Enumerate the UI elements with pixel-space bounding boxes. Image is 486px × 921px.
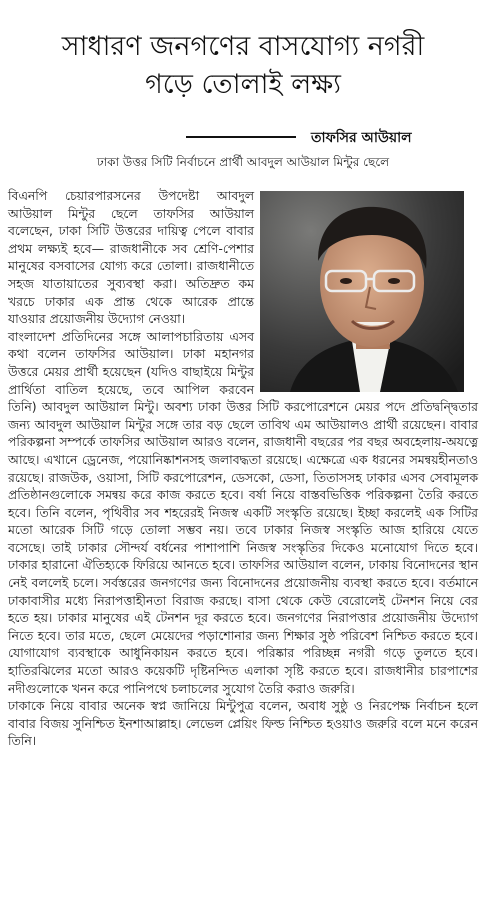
article-body xyxy=(8,187,478,750)
headline xyxy=(0,28,486,104)
byline-row xyxy=(186,126,480,146)
byline-rule xyxy=(186,136,296,138)
photo-wrap-space xyxy=(254,187,478,393)
article-paragraph-2: বাংলাদেশ প্রতিদিনের সঙ্গে আলাপচারিতায় এসব কথা বলেন তাফসির আউয়াল। ঢাকা মহানগর উত্তরে মেয়র প্রার্থী হয়েছেন (যদিও বাছাইয়ে মিন্টুর প্রার্থিতা বাতিল হয়েছে, তবে আপিল করবেন তিনি) আবদুল আউয়াল মিন্টু। অবশ্য ঢাকা উত্তর সিটি করপোরেশনে মেয়র পদে প্রতিদ্বন্দ্বিতার জন্য আবদুল আউয়াল মিন্টুর সঙ্গে তার বড় ছেলে তাবিথ এম আউয়ালও প্রার্থী রয়েছেন। বাবার পরিকল্পনা সম্পর্কে তাফসির আউয়াল আরও বলেন, রাজধানী বছরের পর বছর অবহেলায়-অযত্নে আছে। এখানে ড্রেনেজ, পয়োনিষ্কাশনসহ জলাবদ্ধতা রয়েছে। এক্ষেত্রে এক ধরনের সমন্বয়হীনতাও রয়েছে। রাজউক, ওয়াসা, সিটি করপোরেশন, ডেসকো, ডেসা, তিতাসসহ ঢাকার এসব সেবামূলক প্রতিষ্ঠানগুলোকে সমন্বয় করে কাজ করতে হবে। বর্ষা নিয়ে বাস্তবভিত্তিক পরিকল্পনা তৈরি করতে হবে। তিনি বলেন, পৃথিবীর সব শহরেরই নিজস্ব একটি সংস্কৃতি রয়েছে। ইচ্ছা করলেই এক সিটির মতো আরেক সিটি গড়ে তোলা সম্ভব নয়। তবে ঢাকার নিজস্ব সংস্কৃতি আজ হারিয়ে যেতে বসেছে। তাই ঢাকার সৌন্দর্য বর্ধনের পাশাপাশি নিজস্ব সংস্কৃতির দিকেও মনোযোগ দিতে হবে। ঢাকার হারানো ঐতিহ্যকে ফিরিয়ে আনতে হবে। তাফসির আউয়াল বলেন, ঢাকায় বিনোদনের স্থান নেই বললেই চলে। সর্বস্তরের জনগণের জন্য বিনোদনের প্রয়োজনীয় ব্যবস্থা করতে হবে। বর্তমানে ঢাকাবাসীর মধ্যে নিরাপত্তাহীনতা বিরাজ করছে। বাসা থেকে কেউ বেরোলেই টেনশন নিয়ে বের হতে হয়। ঢাকার মানুষের এই টেনশন দূর করতে হবে। জনগণের নিরাপত্তার প্রয়োজনীয় উদ্যোগ নিতে হবে। তার মতে, ছেলে মেয়েদের পড়াশোনার জন্য শিক্ষার সুষ্ঠ পরিবেশ নিশ্চিত করতে হবে। যোগাযোগ ব্যবস্থাকে আধুনিকায়ন করতে হবে। পরিষ্কার পরিচ্ছন্ন নগরী গড়ে তুলতে হবে। হাতিরঝিলের মতো আরও কয়েকটি দৃষ্টিনন্দিত এলাকা সৃষ্টি করতে হবে। রাজধানীর চারপাশের নদীগুলোকে খনন করে পানিপথে চলাচলের সুযোগ তৈরি করাও জরুরি। xyxy=(8,328,478,696)
headline-line-2: গড়ে তোলাই লক্ষ্য xyxy=(145,69,341,100)
headline-line-1: সাধারণ জনগণের বাসযোগ্য নগরী xyxy=(61,31,425,62)
article-paragraph-3: ঢাকাকে নিয়ে বাবার অনেক স্বপ্ন জানিয়ে মিন্টুপুত্র বলেন, অবাধ সুষ্ঠু ও নিরপেক্ষ নির্বাচন হলে বাবার বিজয় সুনিশ্চিত ইনশাআল্লাহ। লেভেল প্লেয়িং ফিল্ড নিশ্চিত হওয়াও জরুরি বলে মনে করেন তিনি। xyxy=(8,698,478,749)
byline: তাফসির আউয়াল xyxy=(311,130,412,146)
subheadline: ঢাকা উত্তর সিটি নির্বাচনে প্রার্থী আবদুল আউয়াল মিন্টুর ছেলে xyxy=(96,155,390,169)
article-paragraph-1: বিএনপি চেয়ারপারসনের উপদেষ্টা আবদুল আউয়াল মিন্টুর ছেলে তাফসির আউয়াল বলেছেন, ঢাকা সিটি উত্তরের দায়িত্ব পেলে বাবার প্রথম লক্ষ্যই হবে— রাজধানীকে সব শ্রেণি-পেশার মানুষের বসবাসের যোগ্য করে তোলা। রাজধানীতে সহজ যাতায়াতের সুব্যবস্থা করা। অতিদ্রুত কম খরচে ঢাকার এক প্রান্ত থেকে আরেক প্রান্তে যাওয়ার প্রয়োজনীয় উদ্যোগ নেওয়া। xyxy=(8,188,254,327)
